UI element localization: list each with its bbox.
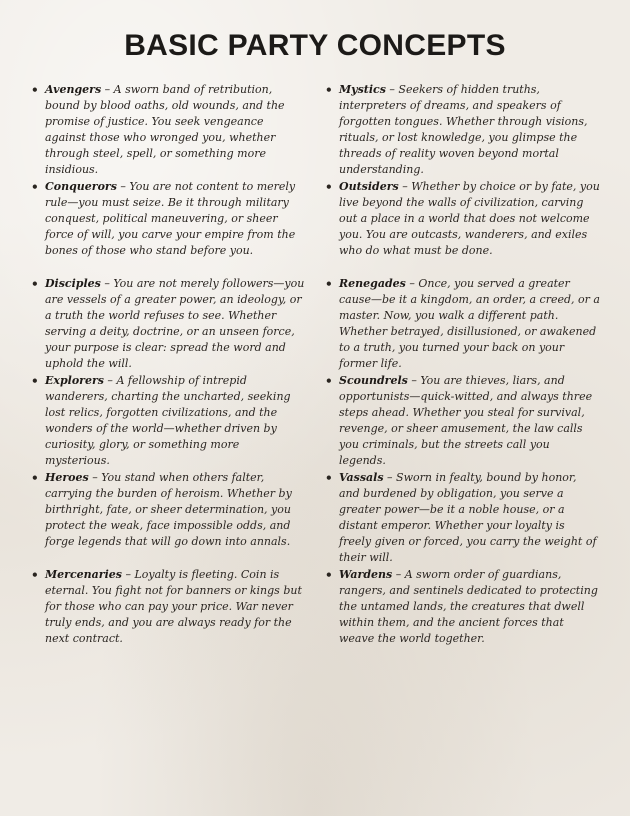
bullet-icon: • (31, 568, 39, 582)
concept-name: Explorers (45, 374, 104, 387)
concept-name: Disciples (45, 277, 101, 290)
concept-description: Whether by choice or by fate, you live beyond the walls of civilization, carving out a place in a world that does not welcome you. You are outcasts, wanderers, and exiles who do what must be done. (339, 180, 600, 257)
bullet-icon: • (325, 568, 333, 582)
concept-name: Wardens (339, 568, 393, 581)
concept-item-outsiders (322, 179, 600, 275)
concept-description: Once, you served a greater cause—be it a kingdom, an order, a creed, or a master. Now, you walk a different path. Whether betrayed, disillusioned, or awakened to a truth, you turned your back on your former life. (339, 277, 600, 370)
bullet-icon: • (31, 83, 39, 97)
concept-name: Mercenaries (45, 568, 122, 581)
concept-item-heroes (28, 470, 306, 566)
concept-name: Avengers (45, 83, 102, 96)
concept-description: Sworn in fealty, bound by honor, and burdened by obligation, you serve a greater power—be it a noble house, or a distant emperor. Whether your loyalty is freely given or forced, you carry the weight of their will. (339, 471, 597, 564)
right-column (322, 82, 600, 664)
concept-description: Seekers of hidden truths, interpreters of dreams, and speakers of forgotten tongues. Whether through visions, rituals, or lost knowledge, you glimpse the threads of reality woven beyond mortal understanding. (339, 83, 588, 176)
concept-description: A sworn band of retribution, bound by blood oaths, old wounds, and the promise of justice. You seek vengeance against those who wronged you, whether through steel, spell, or something more insidious. (45, 83, 285, 176)
bullet-icon: • (325, 83, 333, 97)
concept-separator: – (101, 83, 114, 96)
concept-separator: – (407, 374, 421, 387)
concept-separator: – (116, 180, 130, 193)
concept-name: Heroes (45, 471, 89, 484)
concept-item-wardens (322, 567, 600, 663)
concept-separator: – (385, 83, 399, 96)
concept-item-disciples (28, 276, 306, 372)
concept-separator: – (121, 568, 135, 581)
concept-item-vassals (322, 470, 600, 566)
bullet-icon: • (325, 374, 333, 388)
concept-item-explorers (28, 373, 306, 469)
concept-separator: – (398, 180, 412, 193)
concept-description: You are not merely followers—you are vessels of a greater power, an ideology, or a truth the world refuses to see. Whether serving a deity, doctrine, or an unseen force, your purpose is clear: spread the word and uphold the will. (45, 277, 305, 370)
bullet-icon: • (325, 180, 333, 194)
concept-item-mercenaries (28, 567, 306, 663)
concept-item-avengers (28, 82, 306, 178)
concept-item-mystics (322, 82, 600, 178)
concept-description: You are not content to merely rule—you must seize. Be it through military conquest, political maneuvering, or sheer force of will, you carve your empire from the bones of those who stand before you. (45, 180, 296, 257)
concept-separator: – (392, 568, 405, 581)
concept-name: Scoundrels (339, 374, 408, 387)
concept-description: You are thieves, liars, and opportunists—quick-witted, and always three steps ahead. Whether you steal for survival, revenge, or sheer amusement, the law calls you criminals, but the streets call you legends. (339, 374, 593, 467)
concept-name: Renegades (339, 277, 406, 290)
concept-description: You stand when others falter, carrying the burden of heroism. Whether by birthright, fate, or sheer determination, you protect the weak, face impossible odds, and forge legends that will go down into annals. (45, 471, 292, 548)
bullet-icon: • (31, 471, 39, 485)
concept-name: Mystics (339, 83, 386, 96)
concept-separator: – (103, 374, 117, 387)
concept-item-renegades (322, 276, 600, 372)
concept-description: Loyalty is fleeting. Coin is eternal. You fight not for banners or kings but for those who can pay your price. War never truly ends, and you are always ready for the next contract. (45, 568, 302, 645)
bullet-icon: • (31, 277, 39, 291)
bullet-icon: • (325, 471, 333, 485)
page-title: BASIC PARTY CONCEPTS (124, 29, 506, 62)
concept-separator: – (88, 471, 102, 484)
concept-name: Vassals (339, 471, 384, 484)
concept-description: A fellowship of intrepid wanderers, charting the uncharted, seeking lost relics, forgotten civilizations, and the wonders of the world—whether driven by curiosity, glory, or something more mysterious. (45, 374, 291, 467)
concept-description: A sworn order of guardians, rangers, and sentinels dedicated to protecting the untamed lands, the creatures that dwell within them, and the ancient forces that weave the world together. (339, 568, 598, 645)
bullet-icon: • (31, 374, 39, 388)
concept-item-conquerors (28, 179, 306, 275)
concept-name: Conquerors (45, 180, 117, 193)
left-column (28, 82, 306, 664)
concept-separator: – (100, 277, 114, 290)
bullet-icon: • (31, 180, 39, 194)
bullet-icon: • (325, 277, 333, 291)
concept-item-scoundrels (322, 373, 600, 469)
concept-name: Outsiders (339, 180, 399, 193)
concept-separator: – (383, 471, 397, 484)
concept-separator: – (405, 277, 419, 290)
